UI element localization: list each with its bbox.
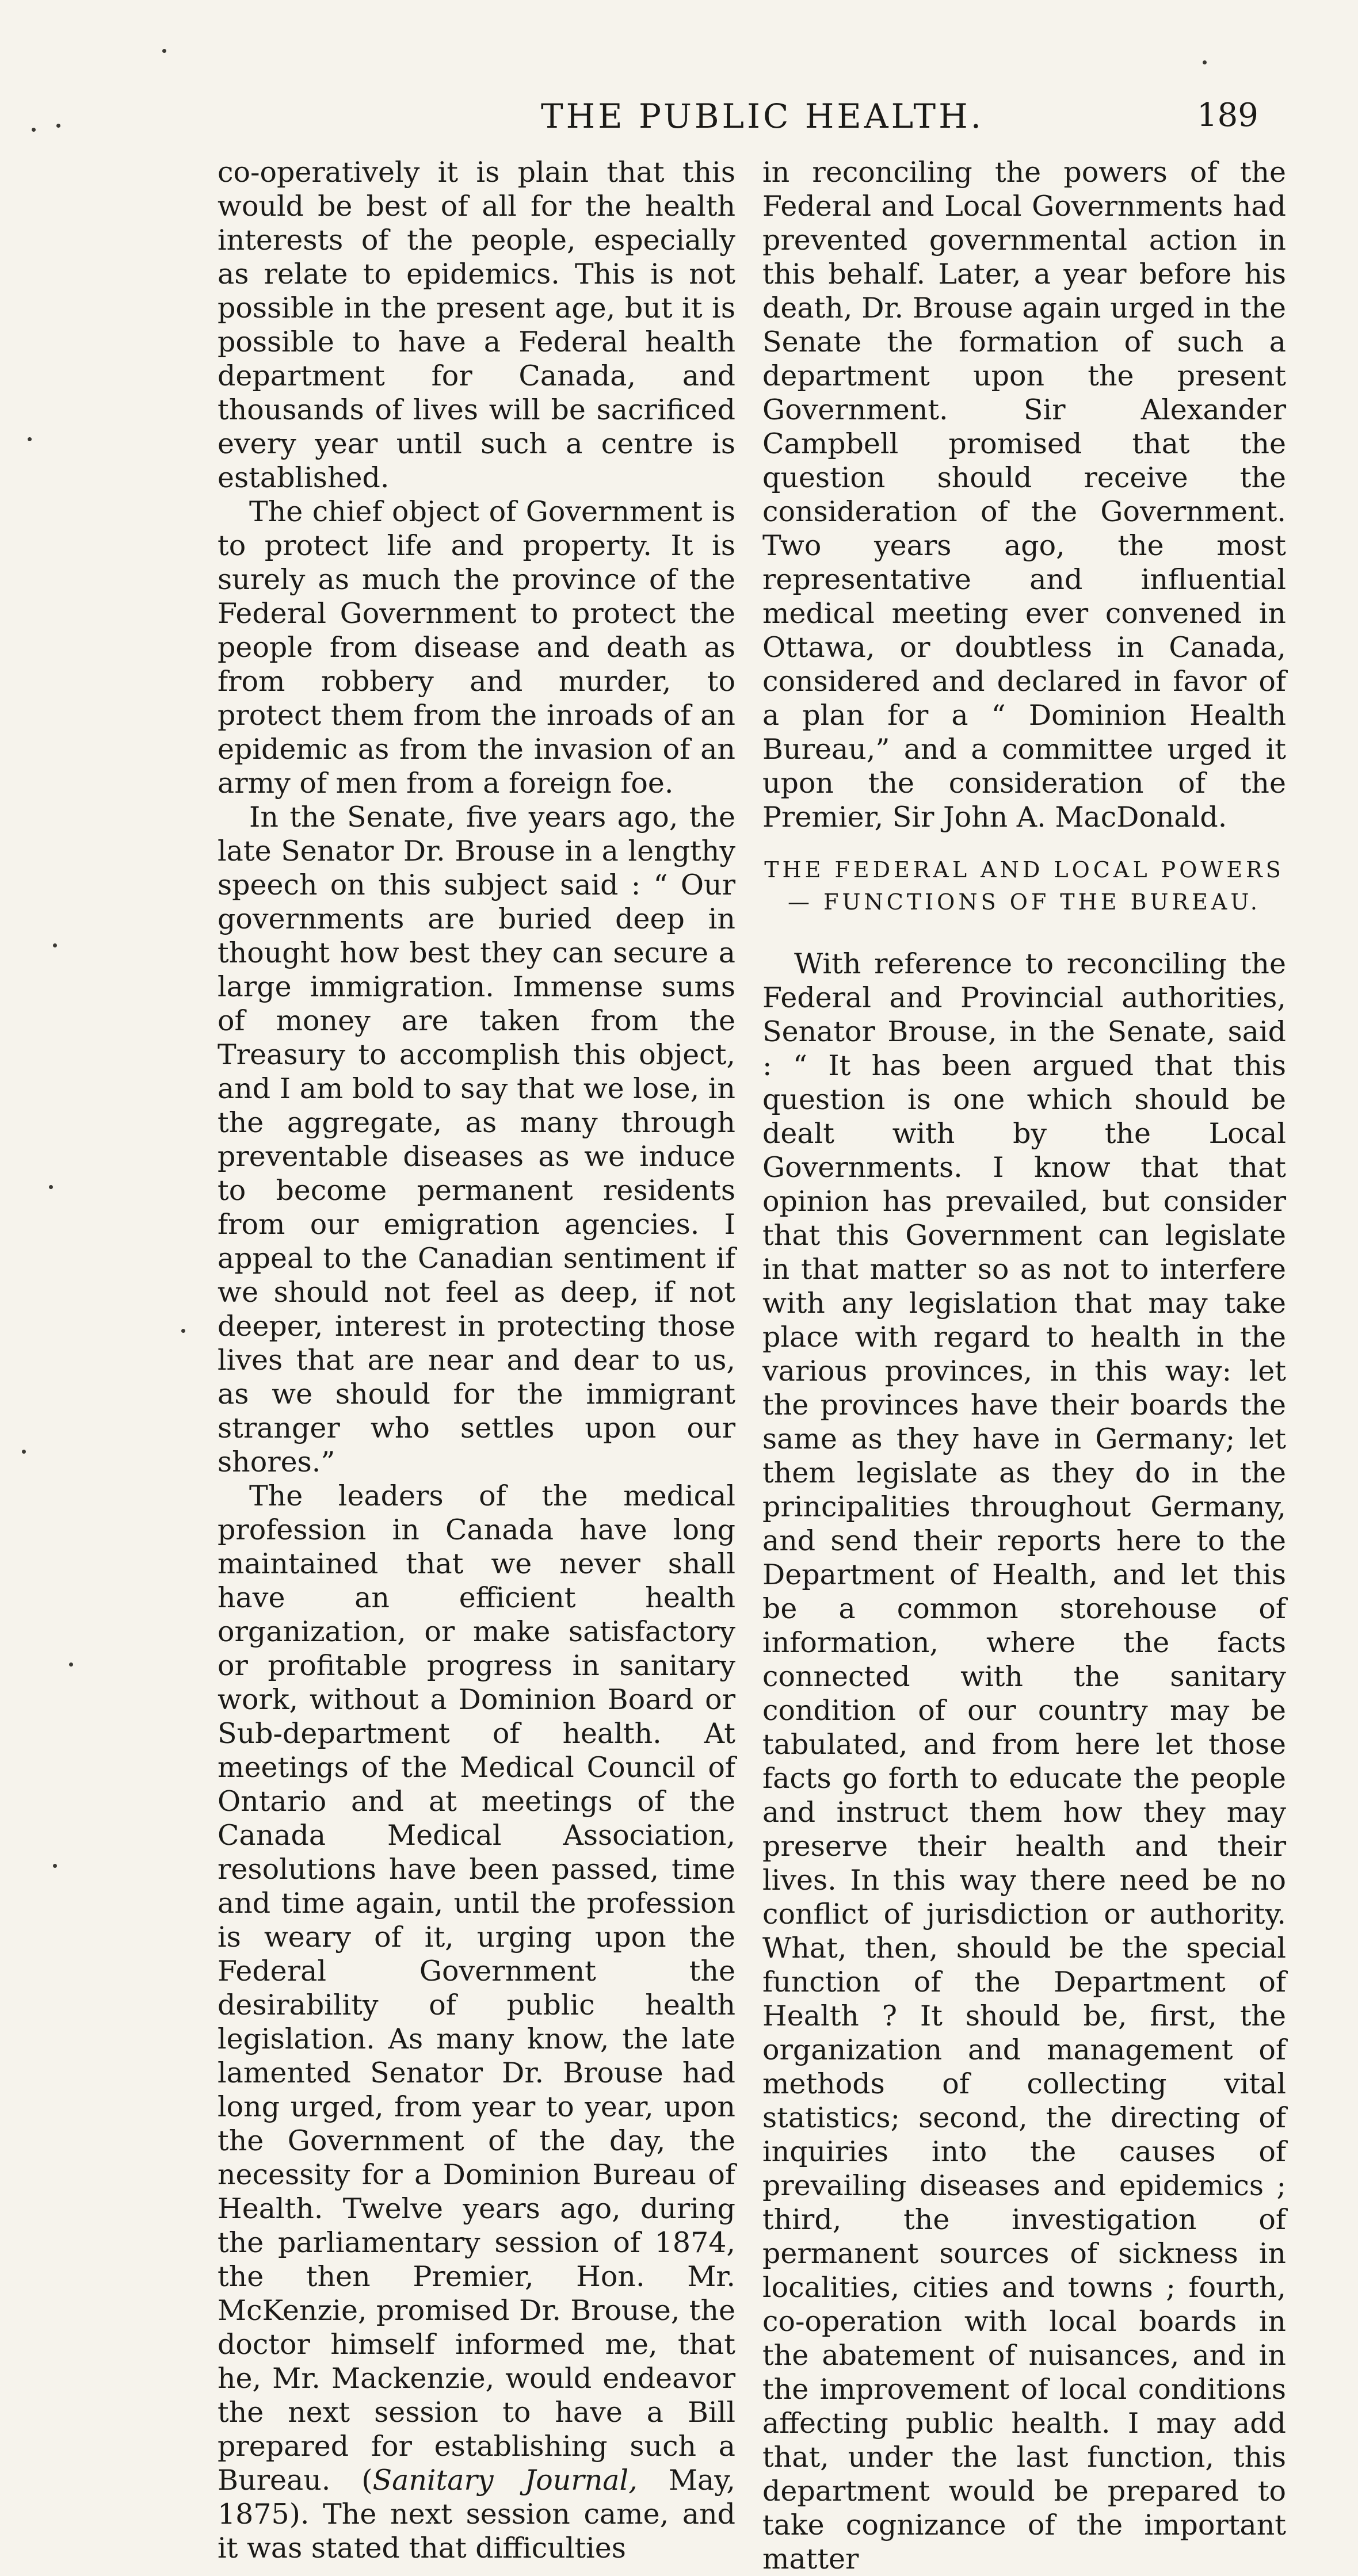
page-number: 189 — [1197, 97, 1258, 134]
right-column — [762, 155, 1286, 2576]
paragraph: in reconciling the powers of the Federal and Local Governments had prevented governmental action in this behalf. Later, a year before his death, Dr. Brouse again urged in the Senate the formation of such a department upon the present Government. Sir Alexander Campbell promised that the question should receive the consideration of the Government. Two years ago, the most representative and influential medical meeting ever convened in Ottawa, or doubtless in Canada, considered and declared in favor of a plan for a “ Dominion Health Bureau,” and a committee urged it upon the consideration of the Premier, Sir John A. MacDonald. — [762, 156, 1286, 834]
speck — [53, 943, 57, 947]
section-heading: THE FEDERAL AND LOCAL POWERS— FUNCTIONS OF THE BUREAU. — [764, 857, 1284, 915]
speck — [162, 49, 166, 53]
speck — [49, 1185, 53, 1189]
speck — [28, 437, 32, 441]
speck — [69, 1662, 73, 1667]
paragraph-text: May, 1875). The next session came, and it was stated that difficulties — [218, 2464, 735, 2564]
journal-citation: Sanitary Journal, — [372, 2464, 638, 2497]
paragraph: With reference to reconciling the Federal and Provincial authorities, Senator Brouse, in the Senate, said : “ It has been argued that this question is one which should be dealt with by the Local Governments. I know that that opinion has prevailed, but consider that this Government can legislate in that matter so as not to interfere with any legislation that may take place with regard to health in the various provinces, in this way: let the provinces have their boards the same as they have in Germany; let them legislate as they do in the principalities throughout Germany, and send their reports here to the Department of Health, and let this be a common storehouse of information, where the facts connected with the sanitary condition of our country may be tabulated, and from here let those facts go forth to educate the people and instruct them how they may preserve their health and their lives. In this way there need be no conflict of jurisdiction or authority. What, then, should be the special function of the Department of Health ? It should be, first, the organization and management of methods of collecting vital statistics; second, the directing of inquiries into the causes of prevailing diseases and epidemics ; third, the investigation of permanent sources of sickness in localities, cities and towns ; fourth, co-operation with local boards in the abatement of nuisances, and in the improvement of local conditions affecting public health. I may add that, under the last function, this department would be prepared to take cognizance of the important matter — [762, 947, 1286, 2575]
paragraph-text: The leaders of the medical profession in Canada have long maintained that we never shall have an efficient health organization, or make satisfactory or profitable progress in sanitary work, without a Dominion Board or Sub-department of health. At meetings of the Medical Council of Ontario and at meetings of the Canada Medical Association, resolutions have been passed, time and time again, until the profession is weary of it, urging upon the Federal Government the desirability of public health legislation. As many know, the late lamented Senator Dr. Brouse had long urged, from year to year, upon the Government of the day, the necessity for a Dominion Bureau of Health. Twelve years ago, during the parliamentary session of 1874, the then Premier, Hon. Mr. McKenzie, promised Dr. Brouse, the doctor himself informed me, that he, Mr. Mackenzie, would endeavor the next session to have a Bill prepared for establishing such a Bureau. ( — [218, 1480, 735, 2497]
running-head: THE PUBLIC HEALTH. — [541, 97, 985, 136]
speck — [53, 1864, 57, 1868]
paragraph: In the Senate, five years ago, the late Senator Dr. Brouse in a lengthy speech on this subject said : “ Our governments are buried deep in thought how best they can secure a large immigration. Immense sums of money are taken from the Treasury to accomplish this object, and I am bold to say that we lose, in the aggregate, as many through preventable diseases as we induce to become permanent residents from our emigration agencies. I appeal to the Canadian sentiment if we should not feel as deep, if not deeper, interest in protecting those lives that are near and dear to us, as we should for the immigrant stranger who settles upon our shores.” — [218, 801, 735, 1478]
speck — [22, 1450, 26, 1454]
paragraph: The chief object of Government is to protect life and property. It is surely as much the province of the Federal Government to protect the people from disease and death as from robbery and murder, to protect them from the inroads of an epidemic as from the invasion of an army of men from a foreign foe. — [218, 495, 735, 800]
speck — [1203, 60, 1207, 64]
speck — [181, 1329, 185, 1333]
speck — [56, 124, 60, 128]
page-header — [0, 97, 1358, 148]
speck — [32, 128, 36, 132]
paragraph: co-operatively it is plain that this would be best of all for the health interests of the people, especially as relate to epidemics. This is not possible in the present age, but it is possible to have a Federal health department for Canada, and thousands of lives will be sacrificed every year until such a centre is established. — [218, 156, 735, 494]
left-column — [218, 155, 735, 2565]
paragraph — [218, 1479, 735, 2565]
